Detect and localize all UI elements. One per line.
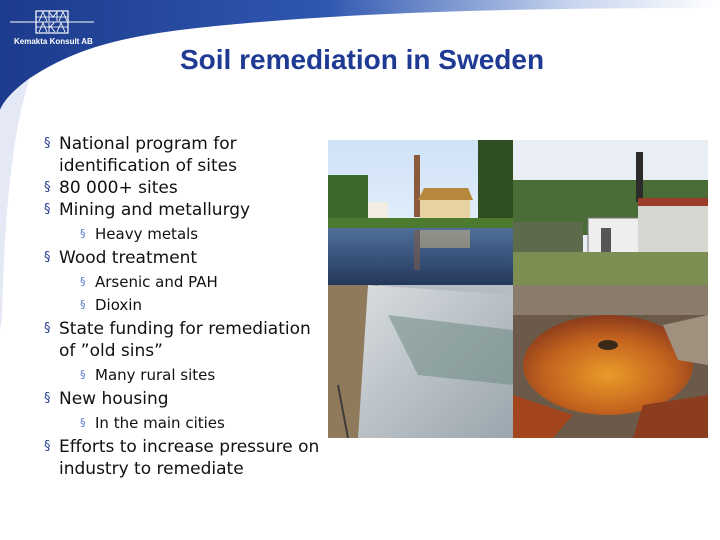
sub-bullet-text: In the main cities <box>95 414 225 432</box>
bullet-text-line: State funding for remediation <box>59 319 311 339</box>
slide-title: Soil remediation in Sweden <box>180 44 545 75</box>
sub-bullet-text: Many rural sites <box>95 366 216 384</box>
frozen-canal-photo <box>328 285 513 438</box>
sub-bullet-item <box>44 272 344 292</box>
bullet-text-line: identification of sites <box>59 156 237 176</box>
bullet-marker-icon: § <box>44 321 51 336</box>
bullet-text-line: Mining and metallurgy <box>59 200 251 220</box>
bullet-text-line: of ”old sins” <box>59 341 163 361</box>
bullet-marker-icon: § <box>44 391 51 406</box>
sub-bullet-text: Dioxin <box>95 296 142 314</box>
sub-bullet-item <box>44 413 344 433</box>
bullet-marker-icon: § <box>44 180 51 195</box>
company-logo <box>8 8 98 48</box>
bullet-text-line: Efforts to increase pressure on <box>59 437 320 457</box>
bullet-list <box>44 133 344 480</box>
company-name: Kemakta Konsult AB <box>14 37 93 46</box>
factory-lake-photo <box>328 140 513 285</box>
sub-bullet-marker-icon: § <box>80 416 86 429</box>
bullet-text-line: New housing <box>59 389 169 409</box>
sub-bullet-text: Arsenic and PAH <box>95 273 218 291</box>
bullet-marker-icon: § <box>44 136 51 151</box>
sub-bullet-marker-icon: § <box>80 227 86 240</box>
contaminated-pond-photo <box>513 285 708 438</box>
industrial-building-photo <box>513 140 708 285</box>
bullet-item <box>44 318 344 362</box>
sub-bullet-item <box>44 224 344 244</box>
bullet-text-line: Wood treatment <box>59 248 198 268</box>
bullet-item <box>44 177 344 199</box>
sub-bullet-marker-icon: § <box>80 368 86 381</box>
sub-bullet-marker-icon: § <box>80 275 86 288</box>
sub-bullet-item <box>44 295 344 315</box>
bullet-item <box>44 247 344 269</box>
bullet-item <box>44 436 344 480</box>
bullet-text-line: National program for <box>59 134 237 154</box>
bullet-item <box>44 388 344 410</box>
photo-collage <box>328 140 708 438</box>
bullet-marker-icon: § <box>44 202 51 217</box>
bullet-text-line: 80 000+ sites <box>59 178 178 198</box>
kemakta-logo-icon <box>8 8 98 38</box>
bullet-text-line: industry to remediate <box>59 459 244 479</box>
bullet-item <box>44 133 344 177</box>
bullet-item <box>44 199 344 221</box>
sub-bullet-item <box>44 365 344 385</box>
sub-bullet-marker-icon: § <box>80 298 86 311</box>
bullet-marker-icon: § <box>44 250 51 265</box>
bullet-marker-icon: § <box>44 439 51 454</box>
sub-bullet-text: Heavy metals <box>95 225 199 243</box>
